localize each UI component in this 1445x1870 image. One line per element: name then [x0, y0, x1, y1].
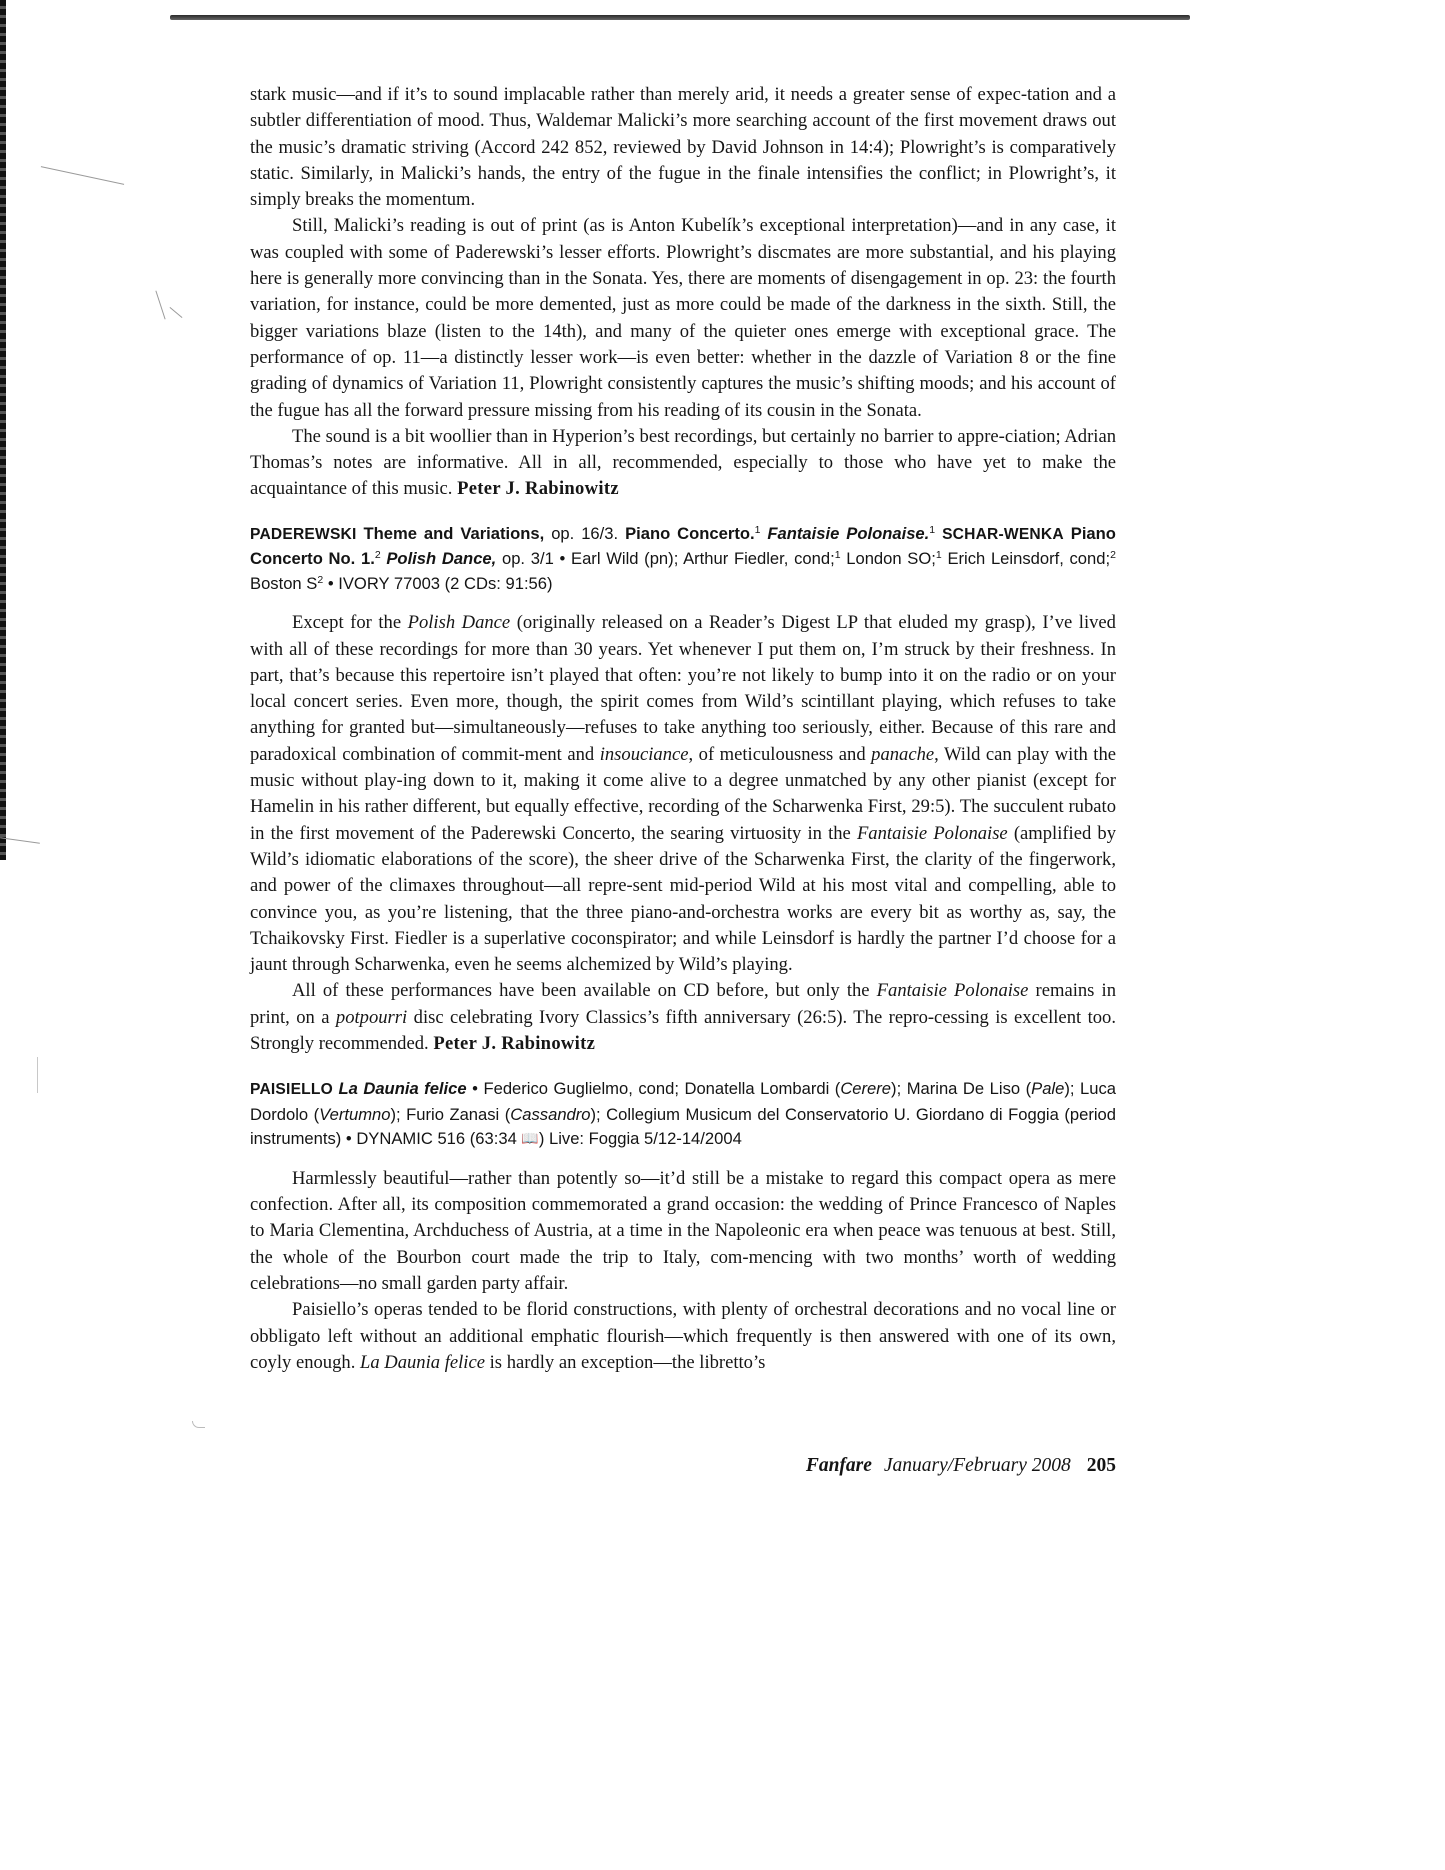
- paragraph: [250, 424, 1116, 503]
- work-title: Fantaisie Polonaise.: [767, 523, 930, 543]
- footnote-marker: 2: [374, 549, 381, 562]
- scan-smudge: [170, 307, 183, 318]
- italic-title: Fantaisie Polonaise: [856, 822, 1008, 844]
- paragraph: [250, 610, 1116, 978]
- text-run: (originally released on a Reader’s Digest LP that eluded my grasp), I’ve lived with all of these recordings for more than 30 years. Yet whenever I put them on, I’m struck by their freshness. In part, that’s because this repertoire isn’t played that often: you’re not likely to bump into it on the radio or on your local concert series. Even more, though, the spirit comes from Wild’s scintillant playing, which refuses to take anything for granted but—simultaneously—refuses to take anything too seriously, either. Because of this rare and paradoxical combination of commit-ment and: [250, 612, 1116, 765]
- italic-term: insouciance: [599, 743, 689, 765]
- italic-title: Fantaisie Polonaise: [876, 980, 1029, 1002]
- footnote-marker: 2: [1110, 549, 1116, 562]
- performer-credits: • Federico Guglielmo, cond; Donatella Lombardi (: [472, 1079, 841, 1099]
- reviewer-byline: Peter J. Rabinowitz: [457, 478, 619, 500]
- text-run: (amplified by Wild’s idiomatic elaborations of the score), the sheer drive of the Scharwenka First, the clarity of the fingerwork, and power of the climaxes throughout—all repre-sent mid-period Wild at his most vital and compelling, able to convince you, as you’re listening, that the three piano-and-orchestra works are every bit as worthy as, say, the Tchaikovsky First. Fiedler is a superlative coconspirator; and while Leinsdorf is hardly the partner I’d choose for a jaunt through Scharwenka, even he seems alchemized by Wild’s playing.: [250, 822, 1116, 976]
- work-title: Piano Concerto No. 1.: [250, 523, 1116, 569]
- role-name: Cassandro: [510, 1104, 591, 1124]
- scan-smudge: [0, 837, 40, 844]
- scan-smudge: [37, 1057, 38, 1093]
- performer-credits: ); Furio Zanasi (: [390, 1104, 511, 1124]
- label-catalog: • IVORY 77003 (2 CDs: 91:56): [327, 573, 553, 593]
- reviewer-byline: Peter J. Rabinowitz: [433, 1033, 596, 1054]
- performer-credits: ); Marina De Liso (: [891, 1079, 1032, 1099]
- scan-top-rule: [170, 15, 1190, 20]
- performer-credits: Boston S: [250, 573, 318, 593]
- paragraph: Harmlessly beautiful—rather than potently so—it’d still be a mistake to regard this compact opera as mere confection. After all, its composition commemorated a grand occasion: the wedding of Prince Francesco of Naples to Maria Clementina, Archduchess of Austria, at a time in the Napoleonic era when peace was tenuous at best. Still, the whole of the Bourbon court made the trip to Italy, com-mencing with two months’ worth of wedding celebrations—no small garden party affair.: [250, 1167, 1116, 1294]
- text-run: is hardly an exception—the libretto’s: [489, 1351, 766, 1373]
- performer-credits: ); Luca Dordolo (: [250, 1079, 1116, 1124]
- italic-term: panache: [871, 743, 935, 765]
- performer-credits: Erich Leinsdorf, cond;: [947, 549, 1111, 569]
- paragraph: [250, 1297, 1116, 1376]
- page-footer: [250, 1455, 1116, 1477]
- performance-info: ) Live: Foggia 5/12-14/2004: [538, 1129, 742, 1149]
- footnote-marker: 1: [754, 523, 761, 536]
- scan-smudge: [41, 166, 124, 185]
- work-title: Polish Dance,: [386, 549, 497, 569]
- label-catalog: ); Collegium Musicum del Conservatorio U. Giordano di Foggia (period instruments) • DYNAMIC 516 (63:34: [250, 1104, 1116, 1149]
- composer-name: PAISIELLO: [250, 1081, 333, 1099]
- footnote-marker: 1: [935, 549, 942, 562]
- performer-credits: op. 3/1 • Earl Wild (pn); Arthur Fiedler, cond;: [501, 549, 835, 569]
- scan-left-edge: [0, 0, 6, 860]
- book-icon: 📖: [521, 1130, 539, 1147]
- paragraph: stark music—and if it’s to sound implacable rather than merely arid, it needs a greater sense of expec-tation and a subtler differentiation of mood. Thus, Waldemar Malicki’s more searching account of the first movement draws out the music’s dramatic striving (Accord 242 852, reviewed by David Johnson in 14:4); Plowright’s is comparatively static. Similarly, in Malicki’s hands, the entry of the fugue in the finale intensifies the conflict; in Plowright’s, it simply breaks the momentum.: [250, 84, 1116, 211]
- footnote-marker: 1: [834, 549, 841, 562]
- paragraph: Still, Malicki’s reading is out of print (as is Anton Kubelík’s exceptional interpretation)—and in any case, it was coupled with some of Paderewski’s lesser efforts. Plowright’s discmates are more substantial, and his playing here is generally more convincing than in the Sonata. Yes, there are moments of disengagement in op. 23: the fourth variation, for instance, could be more demented, just as more could be made of the darkness in the sixth. Still, the bigger variations blaze (listen to the 14th), and many of the quieter ones emerge with exceptional grace. The performance of op. 11—a distinctly lesser work—is even better: whether in the dazzle of Variation 8 or the fine grading of dynamics of Variation 11, Plowright consistently captures the music’s shifting moods; and his account of the fugue has all the forward pressure missing from his reading of its cousin in the Sonata.: [250, 215, 1116, 421]
- text-run: , of meticulousness and: [688, 743, 866, 765]
- footnote-marker: 1: [929, 523, 936, 536]
- scan-smudge: [155, 291, 165, 320]
- work-title: La Daunia felice: [338, 1079, 467, 1099]
- role-name: Vertumno: [319, 1104, 391, 1124]
- text-run: Except for the: [292, 612, 402, 634]
- article-column: [250, 82, 1116, 1376]
- performer-credits: London SO;: [846, 549, 936, 569]
- text-run: Paisiello’s operas tended to be florid constructions, with plenty of orchestral decorations and no vocal line or obbligato left without an additional emphatic flourish—which frequently is then answered with one of its own, coyly enough.: [250, 1299, 1116, 1373]
- text-run: All of these performances have been available on CD before, but only the: [292, 980, 870, 1002]
- composer-name: PADEREWSKI: [250, 525, 357, 543]
- review-heading: [250, 1077, 1116, 1152]
- work-title: Piano Concerto.: [625, 523, 755, 543]
- paragraph: [250, 978, 1116, 1057]
- composer-name: SCHAR-WENKA: [942, 525, 1064, 543]
- text-run: , Wild can play with the music without play-ing down to it, making it come alive to a degree unmatched by any other pianist (except for Hamelin in his rather different, but equally effective, recording of the Scharwenka First, 29:5). The succulent rubato in the first movement of the Paderewski Concerto, the searing virtuosity in the: [250, 743, 1117, 844]
- issue-date: January/February 2008: [883, 1455, 1071, 1476]
- footnote-marker: 2: [317, 573, 324, 586]
- work-title: Theme and Variations,: [363, 523, 545, 543]
- review-heading: [250, 522, 1116, 597]
- opus-number: op. 16/3.: [551, 523, 619, 543]
- italic-term: potpourri: [335, 1006, 408, 1028]
- text-run: remains in print, on a: [250, 980, 1116, 1028]
- italic-title: La Daunia felice: [360, 1351, 485, 1373]
- italic-title: Polish Dance: [407, 612, 511, 634]
- role-name: Pale: [1031, 1079, 1065, 1099]
- role-name: Cerere: [840, 1079, 892, 1099]
- scan-smudge: [192, 1421, 205, 1428]
- magazine-name: Fanfare: [805, 1455, 872, 1476]
- paragraph-text: The sound is a bit woollier than in Hyperion’s best recordings, but certainly no barrier to appre-ciation; Adrian Thomas’s notes are informative. All in all, recommended, especially to those who have yet to make the acquaintance of this music.: [250, 425, 1116, 500]
- page-number: 205: [1086, 1455, 1116, 1476]
- text-run: disc celebrating Ivory Classics’s fifth anniversary (26:5). The repro-cessing is excellent too. Strongly recommended.: [250, 1006, 1116, 1054]
